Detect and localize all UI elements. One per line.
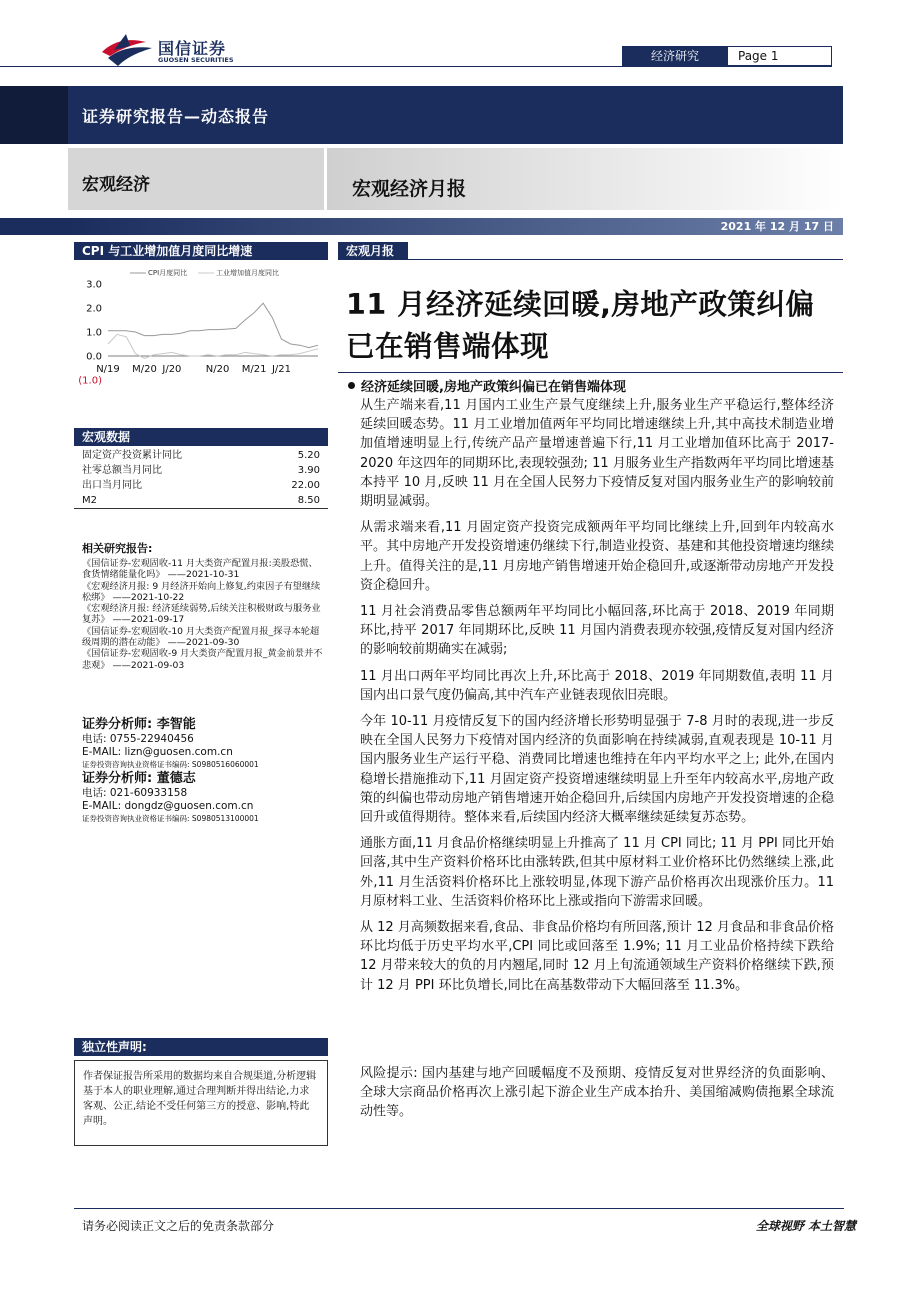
body-paragraph: 从生产端来看,11 月国内工业生产景气度继续上升,服务业生产平稳运行,整体经济延续回暖态势。11 月工业增加值两年平均同比增速继续上升,其中高技术制造业增加值增速明显上行,传统产品产量增速普遍下行,11 月工业增加值环比高于 2017-2020 年这四年的同期环比,表现较强劲; 11 月服务业生产指数两年平均同比增速基本持平 10 月,反映 11 月在全国人民努力下疫情反复对国内服务业生产的影响较前期明显减弱。 xyxy=(360,398,834,510)
logo-name-en: GUOSEN SECURITIES xyxy=(158,56,234,64)
body-text xyxy=(360,396,834,1002)
macro-data-table xyxy=(74,448,328,509)
table-row xyxy=(74,463,328,478)
analyst-phone: 电话: 021-60933158 xyxy=(82,787,188,799)
x-tick-label: M/21 xyxy=(241,364,267,375)
analyst-phone: 电话: 0755-22940456 xyxy=(82,733,194,745)
macro-value: 8.50 xyxy=(297,495,320,506)
table-row xyxy=(74,493,328,508)
macro-value: 5.20 xyxy=(297,450,320,461)
page-title: 11 月经济延续回暖,房地产政策纠偏已在销售端体现 xyxy=(346,288,815,363)
related-report-link[interactable]: 《宏观经济月报: 9 月经济开始向上修复,约束因子有望继续松绑》 ——2021-10-22 xyxy=(82,580,321,603)
category-title: 宏观经济 xyxy=(82,175,150,195)
macro-label: 出口当月同比 xyxy=(82,480,142,491)
macro-value: 22.00 xyxy=(291,480,320,491)
cpi-industry-chart xyxy=(74,262,328,398)
analyst-name: 证券分析师: 董德志 xyxy=(82,771,196,786)
y-tick-label: (1.0) xyxy=(78,375,102,387)
x-tick-label: J/21 xyxy=(271,364,292,375)
disclaimer-note: 请务必阅读正文之后的免责条款部分 xyxy=(82,1219,275,1233)
related-reports-title: 相关研究报告: xyxy=(82,542,153,555)
main-tag: 宏观月报 xyxy=(338,242,408,260)
analyst-contacts xyxy=(82,716,326,824)
independence-statement: 作者保证报告所采用的数据均来自合规渠道,分析逻辑基于本人的职业理解,通过合理判断并得出结论,力求客观、公正,结论不受任何第三方的授意、影响,特此声明。 xyxy=(74,1060,328,1146)
analyst-cert: 证券投资咨询执业资格证书编码: S0980513100001 xyxy=(82,814,259,823)
y-tick-label: 2.0 xyxy=(86,303,102,315)
body-paragraph: 11 月出口两年平均同比再次上升,环比高于 2018、2019 年同期数值,表明 11 月国内出口景气度仍偏高,其中汽车产业链表现依旧亮眼。 xyxy=(360,668,834,703)
macro-label: 固定资产投资累计同比 xyxy=(82,450,182,461)
related-reports xyxy=(82,540,326,671)
related-report-link[interactable]: 《国信证券-宏观固收-11 月大类资产配置月报:美股恐慌、食货情绪能量化吗》 ——2021-10-31 xyxy=(82,558,318,581)
body-paragraph: 从需求端来看,11 月固定资产投资完成额两年平均同比继续上升,回到年内较高水平。其中房地产开发投资增速仍继续下行,制造业投资、基建和其他投资增速均继续上升。值得关注的是,11 月房地产销售增速开始企稳回升,或逐渐带动房地产开发投资企稳回升。 xyxy=(360,520,834,593)
bullet-icon xyxy=(348,382,355,389)
related-report-link[interactable]: 《宏观经济月报: 经济延续弱势,后续关注积极财政与服务业复苏》 ——2021-09-17 xyxy=(82,603,321,626)
analyst-cert: 证券投资咨询执业资格证书编码: S0980516060001 xyxy=(82,760,259,769)
main-tag-bar xyxy=(338,242,843,260)
legend-label: 工业增加值月度同比 xyxy=(216,269,279,277)
title-divider xyxy=(338,372,843,373)
report-date: 2021 年 12 月 17 日 xyxy=(720,220,834,233)
slogan: 全球视野 本土智慧 xyxy=(755,1219,856,1233)
header-divider xyxy=(0,66,832,67)
page-number: Page 1 xyxy=(728,46,832,66)
body-paragraph: 今年 10-11 月疫情反复下的国内经济增长形势明显强于 7-8 月时的表现,进一步反映在全国人民努力下疫情对国内经济的负面影响在持续减弱,直观表现是 10-11 月国内服务业生产运行平稳、消费同比增速也维持在年内平均水平之上; 此外,在国内稳增长措施推动下,11 月固定资产投资增速继续明显上升至年内较高水平,房地产政策的纠偏也带动房地产销售增速开始企稳回升,后续国内房地产开发投资增速的企稳回升或值得期待。整体来看,后续国内经济大概率继续延续复苏态势。 xyxy=(360,714,834,826)
key-point-heading xyxy=(348,376,626,395)
main-tag-underline xyxy=(408,259,843,260)
macro-label: M2 xyxy=(82,495,97,506)
analyst-email[interactable]: E-MAIL: lizn@guosen.com.cn xyxy=(82,746,233,758)
macro-data-title: 宏观数据 xyxy=(74,428,328,446)
table-row xyxy=(74,478,328,493)
footer-divider xyxy=(74,1208,844,1209)
body-paragraph: 通胀方面,11 月食品价格继续明显上升推高了 11 月 CPI 同比; 11 月 PPI 同比开始回落,其中生产资料价格环比由涨转跌,但其中原材料工业价格环比仍然继续上涨,此外,11 月生活资料价格环比上涨较明显,体现下游产品价格再次出现涨价压力。11 月原材料工业、生活资料价格环比上涨或指向下游需求回暖。 xyxy=(360,836,834,909)
macro-label: 社零总额当月同比 xyxy=(82,465,162,476)
guosen-logo xyxy=(100,32,240,68)
analyst-name: 证券分析师: 李智能 xyxy=(82,717,196,732)
related-report-link[interactable]: 《国信证券-宏观固收-10 月大类资产配置月报_探寻本轮超级周期的潜在动能》 ——2021-09-30 xyxy=(82,625,320,649)
series-line-cpi xyxy=(108,303,318,347)
legend-label: CPI月度同比 xyxy=(148,269,188,277)
table-row xyxy=(74,448,328,463)
section-label: 经济研究 xyxy=(622,46,728,66)
body-paragraph: 11 月社会消费品零售总额两年平均同比小幅回落,环比高于 2018、2019 年同期环比,持平 2017 年同期环比,反映 11 月国内消费表现亦较强,疫情反复对国内经济的影响较前期确实在减弱; xyxy=(360,604,834,658)
y-tick-label: 1.0 xyxy=(86,327,102,339)
y-tick-label: 3.0 xyxy=(86,279,102,291)
logo-name-cn: 国信证券 xyxy=(158,39,227,58)
key-point-text: 经济延续回暖,房地产政策纠偏已在销售端体现 xyxy=(361,380,626,395)
x-tick-label: N/20 xyxy=(205,364,230,375)
x-tick-label: M/20 xyxy=(132,364,157,375)
guosen-logo-mark-icon xyxy=(100,32,154,68)
macro-value: 3.90 xyxy=(297,465,320,476)
report-type-title: 证券研究报告—动态报告 xyxy=(82,107,270,126)
related-report-link[interactable]: 《国信证券-宏观固收-9 月大类资产配置月报_黄金前景并不悲观》 ——2021-09-03 xyxy=(82,648,323,671)
series-line-industry xyxy=(108,334,318,358)
analyst-email[interactable]: E-MAIL: dongdz@guosen.com.cn xyxy=(82,800,254,812)
body-paragraph: 从 12 月高频数据来看,食品、非食品价格均有所回落,预计 12 月食品和非食品价格环比均低于历史平均水平,CPI 同比或回落至 1.9%; 11 月工业品价格持续下跌给 12 月带来较大的负的月内翘尾,同时 12 月上旬流通领域生产资料价格继续下跌,预计 12 月 PPI 环比负增长,同比在高基数带动下大幅回落至 11.3%。 xyxy=(360,920,834,993)
chart-svg xyxy=(74,262,328,398)
x-tick-label: J/20 xyxy=(162,364,182,375)
report-type-band-accent xyxy=(0,86,68,144)
risk-warning: 风险提示: 国内基建与地产回暖幅度不及预期、疫情反复对世界经济的负面影响、全球大宗商品价格再次上涨引起下游企业生产成本抬升、美国缩减购债拖累全球流动性等。 xyxy=(360,1066,834,1120)
chart-title: CPI 与工业增加值月度同比增速 xyxy=(74,242,328,260)
independence-title: 独立性声明: xyxy=(74,1038,328,1056)
y-tick-label: 0.0 xyxy=(86,351,102,363)
x-tick-label: N/19 xyxy=(96,364,120,375)
report-name-title: 宏观经济月报 xyxy=(352,178,467,200)
